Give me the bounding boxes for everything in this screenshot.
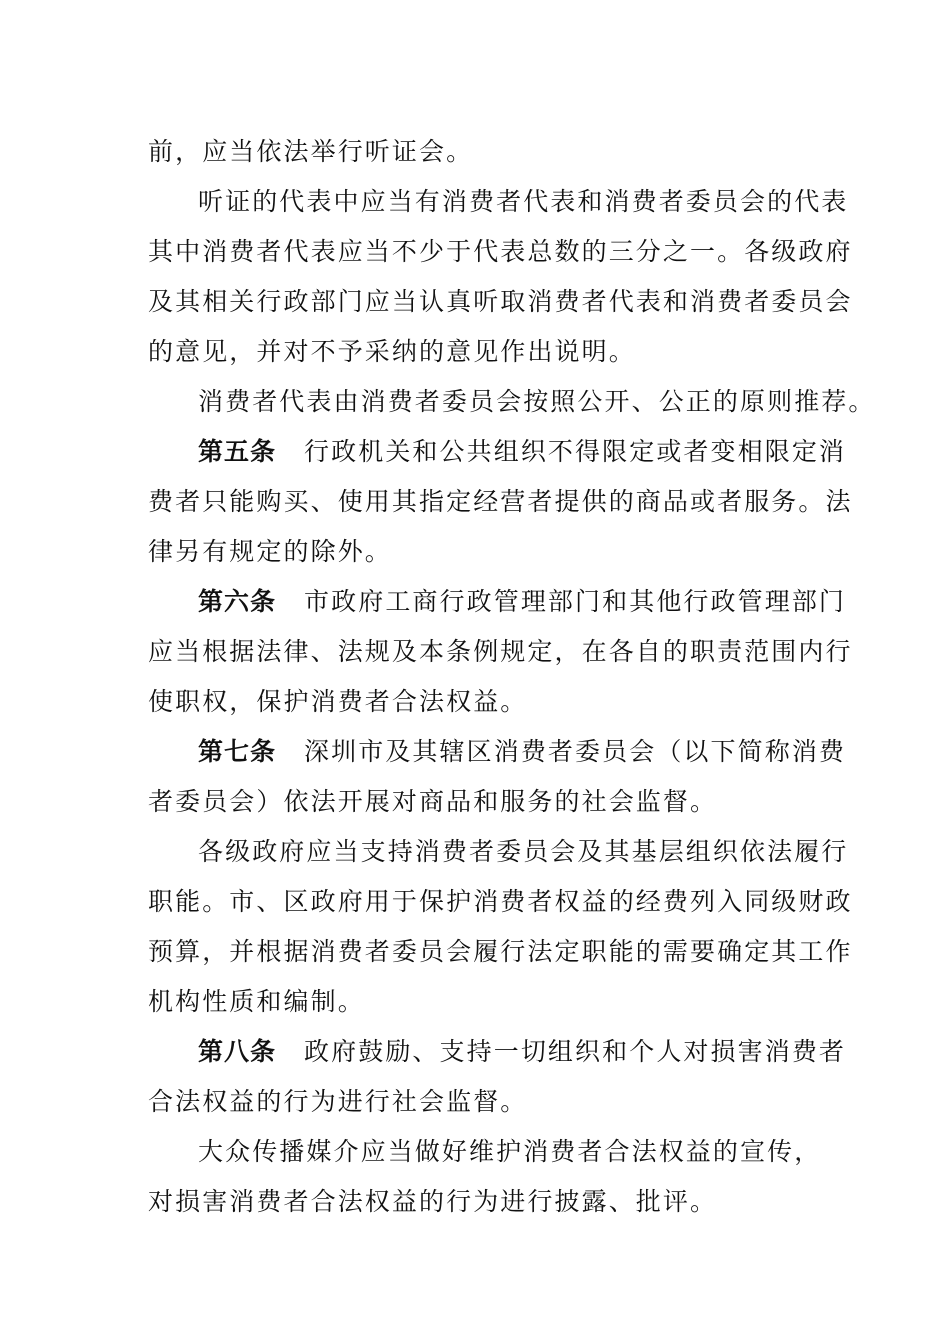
text-line: 费者只能购买、使用其指定经营者提供的商品或者服务。法: [148, 487, 853, 516]
text-line: 合法权益的行为进行社会监督。: [148, 1087, 528, 1116]
text-line: 前，应当依法举行听证会。: [148, 137, 474, 166]
text-line: 及其相关行政部门应当认真听取消费者代表和消费者委员会: [148, 287, 853, 316]
text-line: 大众传播媒介应当做好维护消费者合法权益的宣传，: [198, 1137, 822, 1166]
text-line: 对损害消费者合法权益的行为进行披露、批评。: [148, 1187, 718, 1216]
article-number: 第八条: [198, 1037, 277, 1066]
text-line: 应当根据法律、法规及本条例规定，在各自的职责范围内行: [148, 637, 853, 666]
text-line: 各级政府应当支持消费者委员会及其基层组织依法履行: [198, 837, 849, 866]
text-line: 听证的代表中应当有消费者代表和消费者委员会的代表: [198, 187, 849, 216]
text-line: 者委员会）依法开展对商品和服务的社会监督。: [148, 787, 718, 816]
text-line: 的意见，并对不予采纳的意见作出说明。: [148, 337, 636, 366]
article-text: 行政机关和公共组织不得限定或者变相限定消: [304, 437, 847, 466]
article-text: 深圳市及其辖区消费者委员会（以下简称消费: [304, 737, 847, 766]
article-6-line: [198, 585, 847, 619]
article-8-line: [198, 1035, 847, 1069]
text-line: 其中消费者代表应当不少于代表总数的三分之一。各级政府: [148, 237, 853, 266]
text-line: 消费者代表由消费者委员会按照公开、公正的原则推荐。: [198, 387, 876, 416]
article-text: 政府鼓励、支持一切组织和个人对损害消费者: [304, 1037, 847, 1066]
article-number: 第七条: [198, 737, 277, 766]
text-line: 使职权，保护消费者合法权益。: [148, 687, 528, 716]
article-5-line: [198, 435, 847, 469]
text-line: 机构性质和编制。: [148, 987, 365, 1016]
article-text: 市政府工商行政管理部门和其他行政管理部门: [304, 587, 847, 616]
article-7-line: [198, 735, 847, 769]
article-number: 第五条: [198, 437, 277, 466]
article-number: 第六条: [198, 587, 277, 616]
text-line: 律另有规定的除外。: [148, 537, 392, 566]
text-line: 职能。市、区政府用于保护消费者权益的经费列入同级财政: [148, 887, 853, 916]
text-line: 预算，并根据消费者委员会履行法定职能的需要确定其工作: [148, 937, 853, 966]
